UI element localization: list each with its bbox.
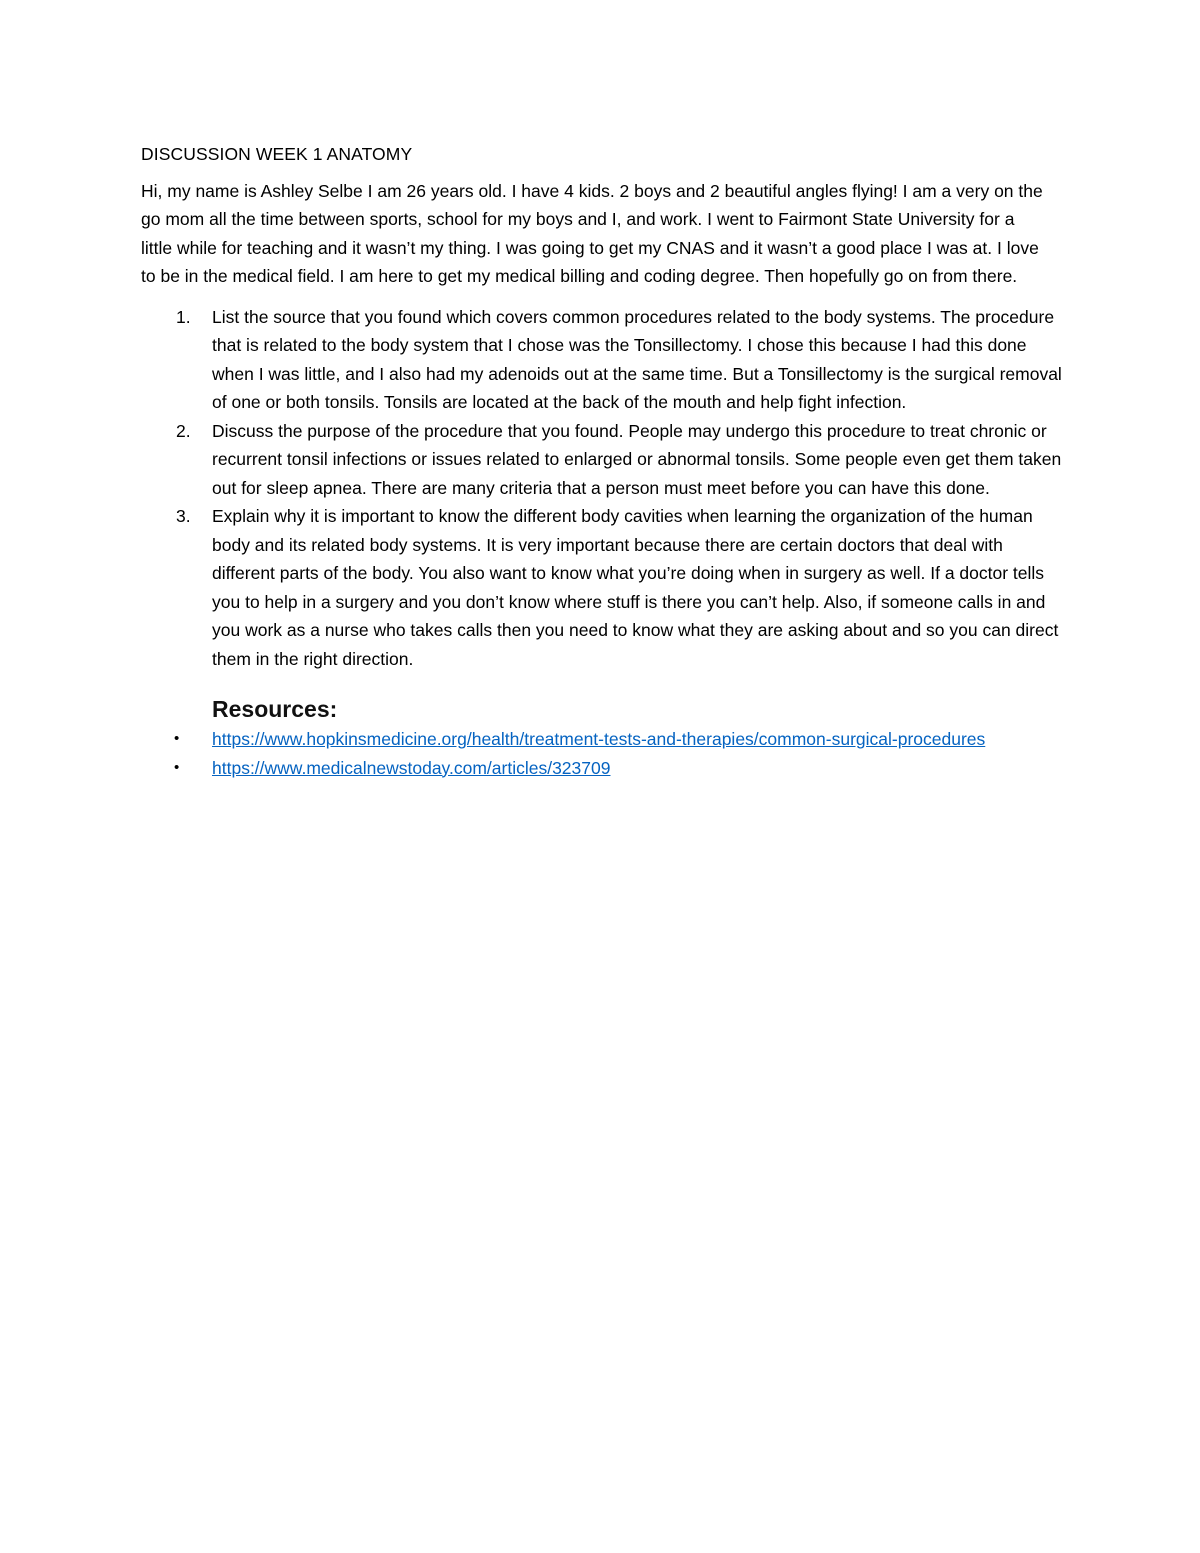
intro-paragraph: Hi, my name is Ashley Selbe I am 26 years old. I have 4 kids. 2 boys and 2 beautiful angles flying! I am a very on the go mom all the time between sports, school for my boys and I, and work. I went to Fairmont State University for a little while for teaching and it wasn’t my thing. I was going to get my CNAS and it wasn’t a good place I was at. I love to be in the medical field. I am here to get my medical billing and coding degree. Then hopefully go on from there. (141, 180, 1043, 286)
bullet-icon: • (174, 758, 180, 776)
question-text: Discuss the purpose of the procedure that you found. People may undergo this procedure to treat chronic or recurrent tonsil infections or issues related to enlarged or abnormal tonsils. Some people even get them taken out for sleep apnea. There are many criteria that a person must meet before you can have this done. (212, 420, 1062, 498)
question-item (141, 502, 1064, 673)
resources-section (174, 693, 1063, 782)
resource-link-hopkins[interactable]: https://www.hopkinsmedicine.org/health/treatment-tests-and-therapies/common-surgical-procedures (212, 729, 986, 749)
question-number: 3. (176, 506, 191, 526)
resource-link-medicalnewstoday[interactable]: https://www.medicalnewstoday.com/articles/323709 (212, 757, 611, 778)
question-text: Explain why it is important to know the different body cavities when learning the organization of the human body and its related body systems. It is very important because there are certain doctors that deal with different parts of the body. You also want to know what you’re doing when in surgery as well. If a doctor tells you to help in a surgery and you don’t know where stuff is there you can’t help. Also, if someone calls in and you work as a nurse who takes calls then you need to know what they are asking about and so you can direct them in the right direction. (212, 506, 1059, 669)
question-number: 1. (176, 306, 191, 327)
document-page (141, 140, 1063, 782)
question-list (141, 303, 1063, 674)
resource-item (141, 754, 1032, 783)
question-number: 2. (176, 420, 191, 441)
resource-item (141, 725, 1032, 754)
document-title: DISCUSSION WEEK 1 ANATOMY (141, 144, 413, 164)
bullet-icon: • (174, 730, 180, 747)
question-item (141, 417, 1064, 503)
question-text: List the source that you found which covers common procedures related to the body systems. The procedure that is related to the body system that I chose was the Tonsillectomy. I chose this because I had this done when I was little, and I also had my adenoids out at the same time. But a Tonsillectomy is the surgical removal of one or both tonsils. Tonsils are located at the back of the mouth and help fight infection. (212, 306, 1062, 412)
resources-list (174, 725, 1063, 782)
resources-heading: Resources: (212, 696, 338, 722)
question-item (141, 303, 1064, 417)
